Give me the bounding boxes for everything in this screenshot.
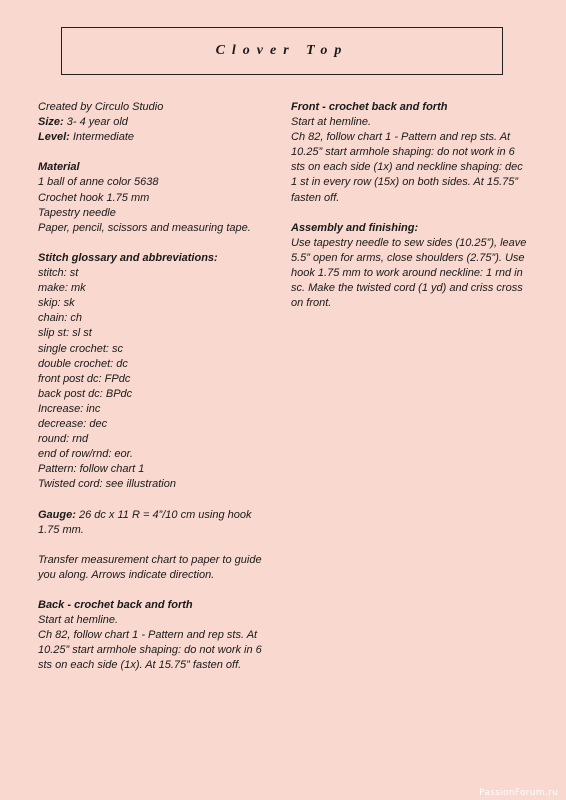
transfer-line: you along. Arrows indicate direction. xyxy=(38,568,215,581)
glossary-item: Pattern: follow chart 1 xyxy=(38,463,145,476)
material-item: Paper, pencil, scissors and measuring tape. xyxy=(38,221,251,234)
assembly-line: 5.5” open for arms, close shoulders (2.75”). Use xyxy=(291,251,525,264)
size-line xyxy=(38,115,283,130)
transfer-line: Transfer measurement chart to paper to guide xyxy=(38,553,262,566)
glossary-item: make: mk xyxy=(38,282,86,295)
front-line: sts on each side (1x) and neckline shaping: dec xyxy=(291,161,523,174)
back-line: sts on each side (1x). At 15.75” fasten off. xyxy=(38,659,242,672)
page-title: Clover Top xyxy=(215,43,349,58)
gauge-label: Gauge: xyxy=(38,508,76,521)
front-line: Ch 82, follow chart 1 - Pattern and rep sts. At xyxy=(291,131,511,144)
glossary-item: stitch: st xyxy=(38,267,79,280)
glossary-item: back post dc: BPdc xyxy=(38,387,133,400)
title-box xyxy=(61,27,503,75)
gauge-line xyxy=(38,508,283,523)
gauge-line-2: 1.75 mm. xyxy=(38,523,84,536)
material-item: 1 ball of anne color 5638 xyxy=(38,176,159,189)
glossary-item: Increase: inc xyxy=(38,402,101,415)
glossary-item: front post dc: FPdc xyxy=(38,372,131,385)
assembly-line: Use tapestry needle to sew sides (10.25”), leave xyxy=(291,236,527,249)
level-value: Intermediate xyxy=(69,131,134,144)
glossary-item: decrease: dec xyxy=(38,417,108,430)
material-heading: Material xyxy=(38,161,80,174)
front-line: 1 st in every row (15x) on both sides. At 15.75” xyxy=(291,176,519,189)
glossary-item: slip st: sl st xyxy=(38,327,92,340)
front-heading: Front - crochet back and forth xyxy=(291,101,448,113)
size-value: 3- 4 year old xyxy=(63,116,128,129)
glossary-item: chain: ch xyxy=(38,312,83,325)
front-line: fasten off. xyxy=(291,191,340,204)
material-item: Crochet hook 1.75 mm xyxy=(38,191,150,204)
right-column xyxy=(291,100,536,311)
glossary-item: skip: sk xyxy=(38,297,75,310)
left-column xyxy=(38,100,283,674)
back-line: Ch 82, follow chart 1 - Pattern and rep sts. At xyxy=(38,629,258,642)
glossary-item: single crochet: sc xyxy=(38,342,123,355)
glossary-item: end of row/rnd: eor. xyxy=(38,448,133,461)
assembly-heading: Assembly and finishing: xyxy=(291,221,419,234)
assembly-line: on front. xyxy=(291,297,332,310)
glossary-item: double crochet: dc xyxy=(38,357,128,370)
front-line: Start at hemline. xyxy=(291,116,372,129)
front-line: 10.25” start armhole shaping: do not work in 6 xyxy=(291,146,515,159)
gauge-value: 26 dc x 11 R = 4”/10 cm using hook xyxy=(75,508,252,521)
level-label: Level: xyxy=(38,131,70,144)
back-line: 10.25” start armhole shaping: do not work in 6 xyxy=(38,644,262,657)
assembly-line: hook 1.75 mm to work around neckline: 1 rnd in xyxy=(291,267,523,280)
credit-line: Created by Circulo Studio xyxy=(38,101,164,113)
glossary-heading: Stitch glossary and abbreviations: xyxy=(38,251,218,264)
material-item: Tapestry needle xyxy=(38,206,116,219)
level-line xyxy=(38,130,283,145)
back-line: Start at hemline. xyxy=(38,614,119,627)
assembly-line: sc. Make the twisted cord (1 yd) and criss cross xyxy=(291,282,523,295)
size-label: Size: xyxy=(38,116,64,129)
back-heading: Back - crochet back and forth xyxy=(38,599,193,612)
watermark: PassionForum.ru xyxy=(479,788,558,798)
glossary-item: Twisted cord: see illustration xyxy=(38,478,176,491)
glossary-item: round: rnd xyxy=(38,433,89,446)
